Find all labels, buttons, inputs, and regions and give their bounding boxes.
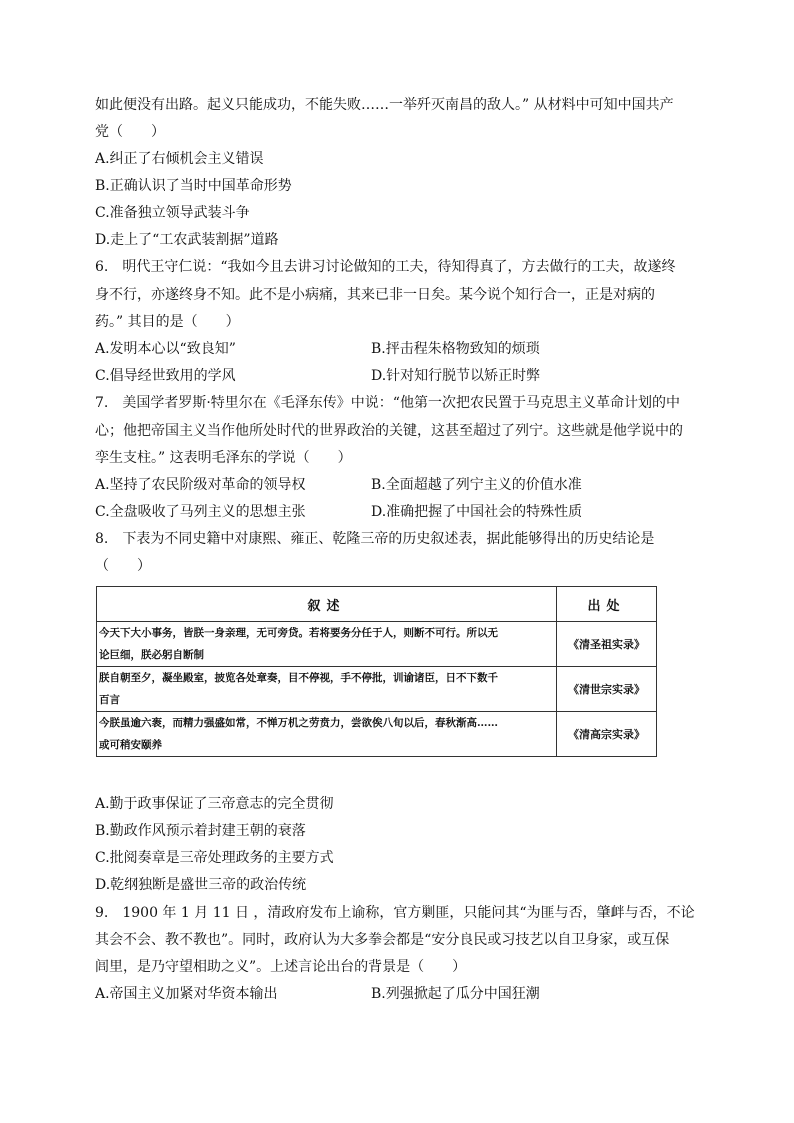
header-narrative: 叙述: [97, 587, 557, 622]
source-cell: 《清世宗实录》: [557, 667, 657, 712]
q5-stem-line-1: 如此便没有出路。起义只能成功，不能失败……一举歼灭南昌的敌人。” 从材料中可知中国共产: [95, 97, 674, 113]
q9-stem-line-2: 其会不会、教不教也”。同时，政府认为大多拳会都是“安分良民或习技艺以自卫身家，或互保: [95, 932, 670, 948]
q7-stem-line-2: 心；他把帝国主义当作他所处时代的世界政治的关键，这甚至超过了列宁。这些就是他学说中的: [95, 423, 683, 439]
q6-option-b[interactable]: B.抨击程朱格物致知的烦琐: [371, 341, 540, 357]
q8-option-c[interactable]: C.批阅奏章是三帝处理政务的主要方式: [95, 850, 334, 866]
q8-stem-line-1: 8. 下表为不同史籍中对康熙、雍正、乾隆三帝的历史叙述表，据此能够得出的历史结论是: [95, 531, 655, 547]
header-source: 出处: [557, 587, 657, 622]
narrative-cell: [97, 667, 557, 712]
q7-option-d[interactable]: D.准确把握了中国社会的特殊性质: [371, 504, 583, 520]
q5-option-b[interactable]: B.正确认识了当时中国革命形势: [95, 178, 292, 194]
q7-stem-line-1: 7. 美国学者罗斯·特里尔在《毛泽东传》中说：“他第一次把农民置于马克思主义革命计划的中: [95, 395, 680, 411]
narrative-cell: [97, 622, 557, 667]
q8-option-a[interactable]: A.勤于政事保证了三帝意志的完全贯彻: [95, 796, 334, 812]
table-row: [97, 622, 657, 667]
q6-stem-line-2: 身不行，亦遂终身不知。此不是小病痛，其来已非一日矣。某今说个知行合一，正是对病的: [95, 287, 655, 303]
narrative-line-1: 今朕虽逾六袠，而精力强盛如常，不惮万机之劳贲力，尝欲俟八旬以后，春秋渐高……: [99, 717, 498, 729]
q6-option-d[interactable]: D.针对知行脱节以矫正时弊: [371, 368, 541, 384]
q9-stem-line-1: 9. 1900 年 1 月 11 日 ，清政府发布上谕称，官方剿匪，只能问其“为匪与否，肇衅与否，不论: [95, 905, 695, 921]
q7-option-b[interactable]: B.全面超越了列宁主义的价值水准: [371, 477, 582, 493]
narrative-line-2: 百言: [99, 694, 120, 706]
narrative-line-1: 今天下大小事务，皆朕一身亲理，无可旁贷。若将要务分任于人，则断不可行。所以无: [99, 627, 498, 639]
source-cell: 《清圣祖实录》: [557, 622, 657, 667]
table-row: [97, 667, 657, 712]
q5-option-c[interactable]: C.准备独立领导武装斗争: [95, 205, 250, 221]
q5-stem-line-2: 党（ ）: [95, 124, 165, 140]
q7-stem-line-3: 孪生支柱。” 这表明毛泽东的学说（ ）: [95, 450, 352, 466]
narrative-cell: [97, 712, 557, 757]
q5-option-d[interactable]: D.走上了“工农武装割据”道路: [95, 232, 279, 248]
source-cell: 《清高宗实录》: [557, 712, 657, 757]
q8-option-b[interactable]: B.勤政作风预示着封建王朝的衰落: [95, 823, 306, 839]
table-row: [97, 712, 657, 757]
q7-option-c[interactable]: C.全盘吸收了马列主义的思想主张: [95, 504, 306, 520]
q6-stem-line-3: 药。” 其目的是（ ）: [95, 314, 240, 330]
q8-option-d[interactable]: D.乾纲独断是盛世三帝的政治传统: [95, 877, 307, 893]
q9-option-a[interactable]: A.帝国主义加紧对华资本输出: [95, 986, 278, 1002]
history-table: [96, 586, 657, 757]
q5-option-a[interactable]: A.纠正了右倾机会主义错误: [95, 151, 264, 167]
q6-option-c[interactable]: C.倡导经世致用的学风: [95, 368, 236, 384]
q6-stem-line-1: 6. 明代王守仁说：“我如今且去讲习讨论做知的工夫，待知得真了，方去做行的工夫，故遂终: [95, 259, 676, 275]
narrative-line-1: 朕自朝至夕，凝坐殿室，披览各处章奏，目不停视，手不停批，训谕诸臣，日不下数千: [99, 672, 498, 684]
narrative-line-2: 或可稍安颐养: [99, 739, 162, 751]
table-header-row: [97, 587, 657, 622]
q8-stem-line-2: （ ）: [95, 558, 151, 574]
q9-option-b[interactable]: B.列强掀起了瓜分中国狂潮: [371, 986, 540, 1002]
q9-stem-line-3: 闾里，是乃守望相助之义”。上述言论出台的背景是（ ）: [95, 959, 467, 975]
narrative-line-2: 论巨细，朕必躬自断制: [99, 649, 204, 661]
q6-option-a[interactable]: A.发明本心以“致良知”: [95, 341, 236, 357]
q7-option-a[interactable]: A.坚持了农民阶级对革命的领导权: [95, 477, 306, 493]
